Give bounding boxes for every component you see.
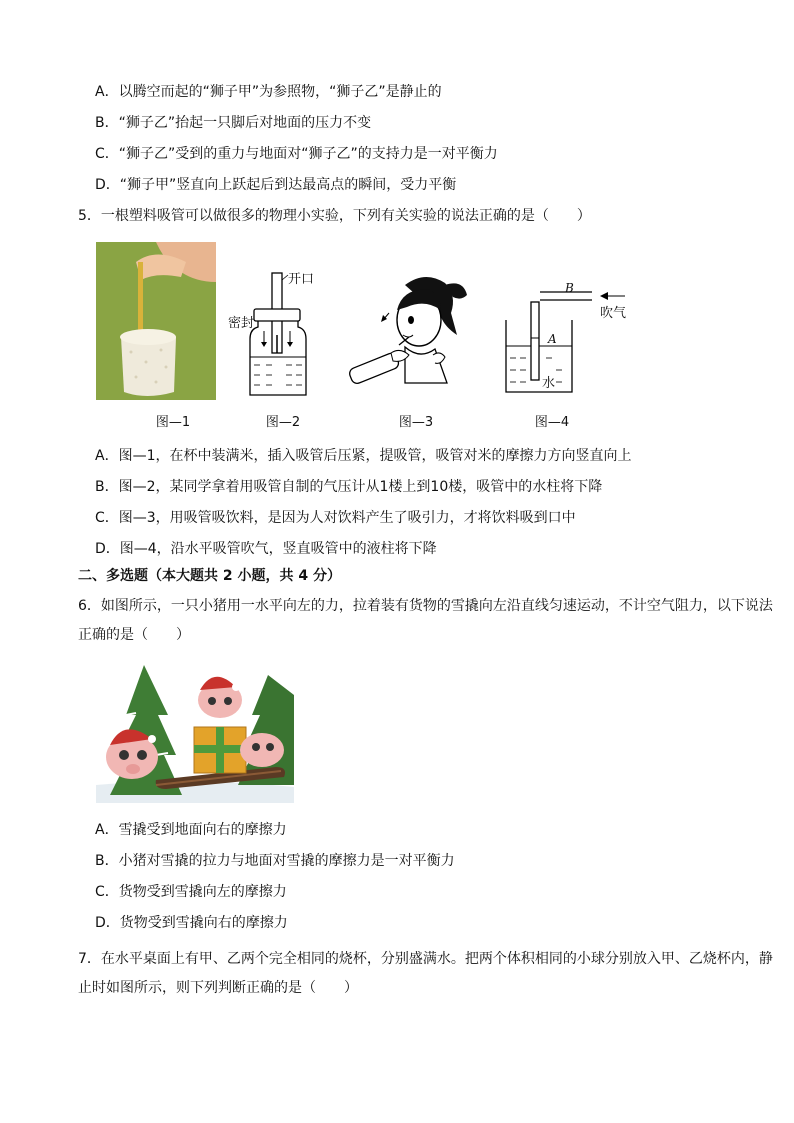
q6-option-d: D．货物受到雪撬向右的摩擦力 bbox=[95, 915, 288, 931]
label-sealed: 密封 bbox=[228, 316, 255, 331]
girl-drinking-drawing bbox=[345, 265, 470, 400]
q5-option-a: A．图—1，在杯中装满米，插入吸管后压紧，提吸管，吸管对米的摩擦力方向竖直向上 bbox=[95, 448, 632, 464]
figure-4-blowing bbox=[500, 280, 640, 400]
q4-option-c: C．“狮子乙”受到的重力与地面对“狮子乙”的支持力是一对平衡力 bbox=[95, 146, 498, 162]
blowing-straw-drawing bbox=[500, 280, 640, 400]
section-heading-multiple-choice: 二、多选题（本大题共 2 小题，共 4 分） bbox=[78, 568, 341, 584]
figure-3-girl-drinking bbox=[345, 265, 470, 400]
q5-option-b: B．图—2，某同学拿着用吸管自制的气压计从1楼上到10楼，吸管中的水柱将下降 bbox=[95, 479, 603, 495]
label-water: 水 bbox=[542, 372, 555, 391]
pig-sled-illustration bbox=[96, 655, 294, 803]
label-a: A bbox=[548, 332, 557, 346]
q6-option-a: A．雪撬受到地面向右的摩擦力 bbox=[95, 822, 287, 838]
label-blow: 吹气 bbox=[600, 306, 627, 321]
q5-stem: 5．一根塑料吸管可以做很多的物理小实验，下列有关实验的说法正确的是（ ） bbox=[78, 208, 591, 224]
q6-option-b: B．小猪对雪撬的拉力与地面对雪撬的摩擦力是一对平衡力 bbox=[95, 853, 455, 869]
straw-cup-image bbox=[96, 242, 216, 400]
caption-fig-1: 图—1 bbox=[155, 415, 191, 430]
q5-option-d: D．图—4，沿水平吸管吹气，竖直吸管中的液柱将下降 bbox=[95, 541, 437, 557]
q7-stem: 7．在水平桌面上有甲、乙两个完全相同的烧杯，分别盛满水。把两个体积相同的小球分别放入甲、乙烧杯内，静止时如图所示，则下列判断正确的是（ ） bbox=[78, 951, 773, 996]
figure-1-photo bbox=[96, 242, 216, 400]
figure-pig-sled bbox=[96, 655, 294, 803]
q5-option-c: C．图—3，用吸管吸饮料，是因为人对饮料产生了吸引力，才将饮料吸到口中 bbox=[95, 510, 576, 526]
q4-option-d: D．“狮子甲”竖直向上跃起后到达最高点的瞬间，受力平衡 bbox=[95, 177, 457, 193]
q4-option-b: B．“狮子乙”抬起一只脚后对地面的压力不变 bbox=[95, 115, 372, 131]
caption-fig-2: 图—2 bbox=[265, 415, 301, 430]
caption-fig-3: 图—3 bbox=[398, 415, 434, 430]
q6-option-c: C．货物受到雪撬向左的摩擦力 bbox=[95, 884, 287, 900]
caption-fig-4: 图—4 bbox=[534, 415, 570, 430]
label-open: 开口 bbox=[288, 272, 315, 287]
q4-option-a: A．以腾空而起的“狮子甲”为参照物，“狮子乙”是静止的 bbox=[95, 84, 442, 100]
label-b: B bbox=[565, 281, 574, 295]
q6-stem: 6．如图所示，一只小猪用一水平向左的力，拉着装有货物的雪撬向左沿直线匀速运动，不计空气阻力，以下说法正确的是（ ） bbox=[78, 598, 773, 643]
